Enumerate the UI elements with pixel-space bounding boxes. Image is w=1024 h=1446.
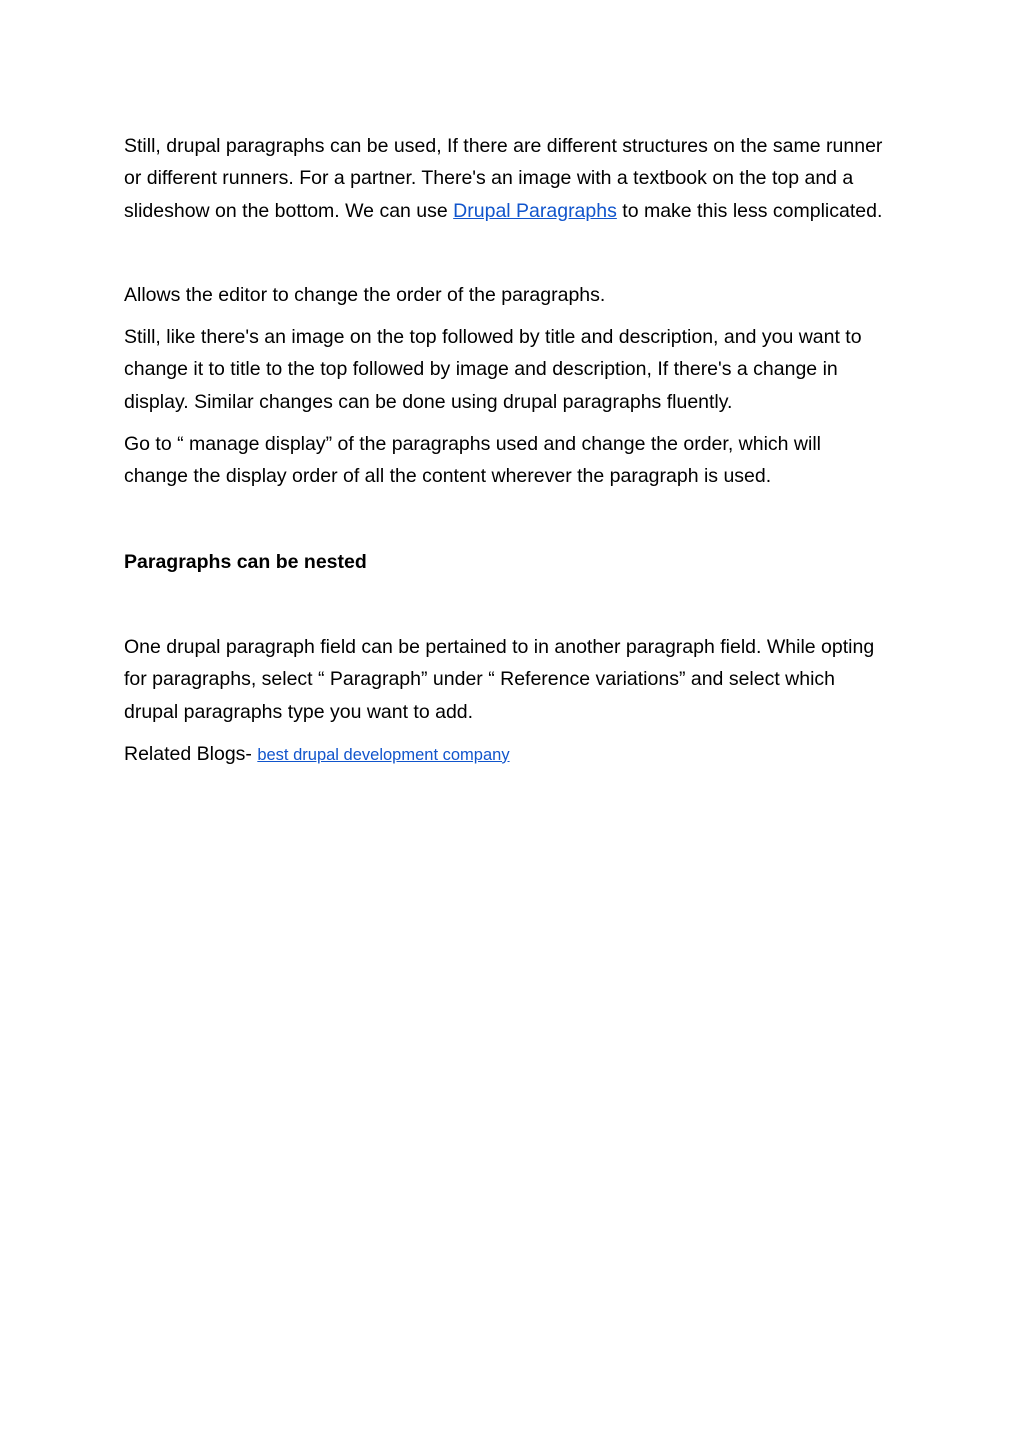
text-line: Go to “ manage display” of the paragraphs used and change the order, which will	[124, 433, 822, 456]
paragraph-editor-order: Allows the editor to change the order of the paragraphs.	[124, 283, 606, 306]
text-line: for paragraphs, select “ Paragraph” under “ Reference variations” and select which	[124, 668, 836, 691]
paragraph-nested	[124, 631, 904, 728]
document-page	[124, 130, 904, 771]
text-line: change the display order of all the content wherever the paragraph is used.	[124, 465, 772, 488]
text-line: Still, drupal paragraphs can be used, If there are different structures on the same runner	[124, 135, 883, 157]
section-heading: Paragraphs can be nested	[124, 550, 367, 573]
related-blogs-label: Related Blogs-	[124, 742, 258, 765]
text-line: display. Similar changes can be done using drupal paragraphs fluently.	[124, 390, 733, 413]
paragraph-manage-display	[124, 428, 904, 493]
paragraph-example	[124, 321, 904, 418]
text-line: drupal paragraphs type you want to add.	[124, 700, 474, 723]
text-segment: to make this less complicated.	[616, 199, 883, 222]
text-line: or different runners. For a partner. There's an image with a textbook on the top and a	[124, 167, 854, 190]
text-line	[124, 195, 904, 227]
drupal-paragraphs-link[interactable]: Drupal Paragraphs	[453, 199, 617, 222]
text-line: One drupal paragraph field can be pertained to in another paragraph field. While opting	[124, 635, 875, 658]
related-blogs	[124, 738, 904, 771]
text-segment: slideshow on the bottom. We can use	[124, 199, 454, 222]
paragraph-intro	[124, 130, 904, 227]
text-line: Still, like there's an image on the top followed by title and description, and you want to	[124, 326, 862, 349]
related-blog-link[interactable]: best drupal development company	[257, 745, 510, 764]
text-line: change it to title to the top followed by image and description, If there's a change in	[124, 358, 838, 381]
